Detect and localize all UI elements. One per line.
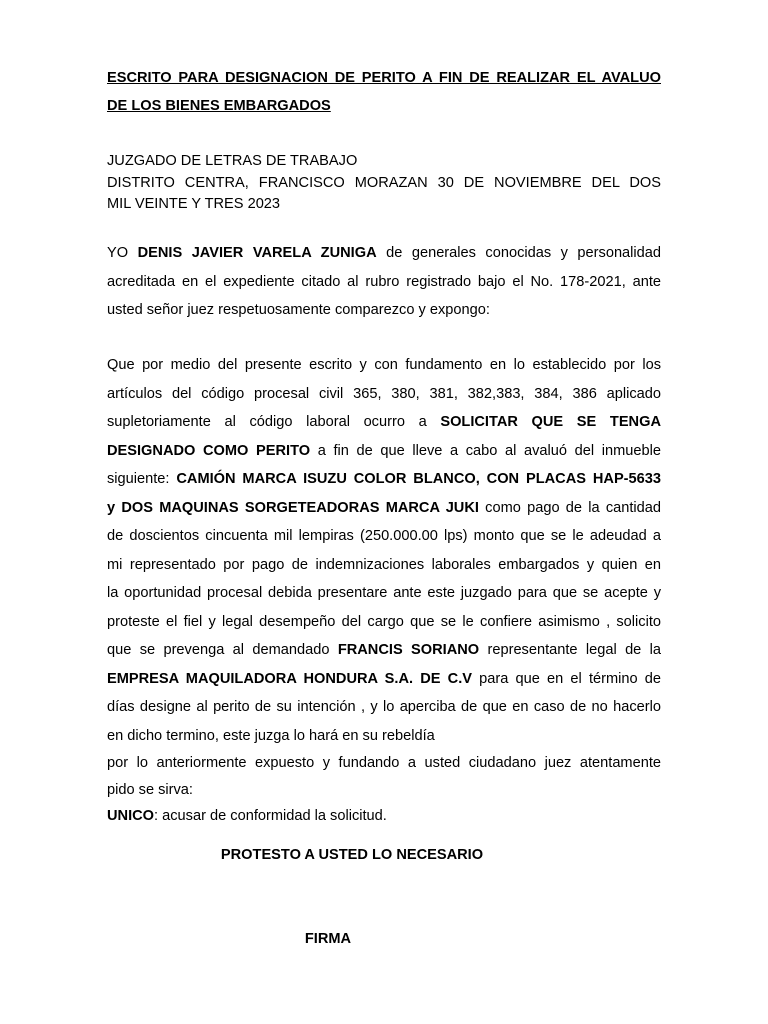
protesto-line: PROTESTO A USTED LO NECESARIO <box>220 847 484 863</box>
location-date-line-1: DISTRITO CENTRA, FRANCISCO MORAZAN 30 DE NOVIEMBRE DEL DOS <box>107 174 661 191</box>
body-line-10: proteste el fiel y legal desempeño del cargo que se le confiere asimismo , solicito <box>107 613 661 630</box>
document-title-line-1: ESCRITO PARA DESIGNACION DE PERITO A FIN DE REALIZAR EL AVALUO <box>107 70 661 86</box>
unico-line <box>107 802 661 831</box>
machines-description: y DOS MAQUINAS SORGETEADORAS MARCA JUKI <box>107 499 479 516</box>
court-name: JUZGADO DE LETRAS DE TRABAJO <box>107 153 358 169</box>
petitioner-name: DENIS JAVIER VARELA ZUNIGA <box>137 245 377 261</box>
location-date-line-2: MIL VEINTE Y TRES 2023 <box>107 196 281 212</box>
body-line-12-text: para que en el término de <box>471 670 661 687</box>
body-line-6-text: como pago de la cantidad <box>478 499 661 516</box>
document-title-line-2: DE LOS BIENES EMBARGADOS <box>107 98 331 114</box>
document-page <box>107 0 661 1024</box>
body-line-2: artículos del código procesal civil 365, 380, 381, 382,383, 384, 386 aplicado <box>107 385 661 402</box>
firma-line: FIRMA <box>304 931 352 947</box>
intro-line-1 <box>107 239 661 268</box>
request-emphasis-2: DESIGNADO COMO PERITO <box>107 442 311 459</box>
body-line-7: de doscientos cincuenta mil lempiras (250.000.00 lps) monto que se le adeudad a <box>107 528 661 544</box>
body-line-13: días designe al perito de su intención , y lo aperciba de que en caso de no hacerlo <box>107 699 661 715</box>
body-line-1: Que por medio del presente escrito y con fundamento en lo establecido por los <box>107 357 661 373</box>
body-line-8: mi representado por pago de indemnizaciones laborales embargados y quien en <box>107 556 661 573</box>
body-line-14: en dicho termino, este juzga lo hará en su rebeldía <box>107 727 435 744</box>
body-line-5-text: siguiente: <box>107 471 177 487</box>
vehicle-description: CAMIÓN MARCA ISUZU COLOR BLANCO, CON PLACAS HAP-5633 <box>176 471 661 487</box>
intro-line-1-rest: de generales conocidas y personalidad <box>376 245 662 261</box>
body-paragraph <box>107 351 661 804</box>
body-line-11 <box>107 636 661 665</box>
body-line-16: pido se sirva: <box>107 782 193 798</box>
intro-paragraph <box>107 239 661 325</box>
court-header <box>107 151 661 216</box>
body-line-4 <box>107 437 661 466</box>
company-name: EMPRESA MAQUILADORA HONDURA S.A. DE C.V <box>107 670 472 687</box>
body-line-15: por lo anteriormente expuesto y fundando a usted ciudadano juez atentamente <box>107 755 661 771</box>
body-line-4-text: a fin de que lleve a cabo al avaluó del inmueble <box>310 442 661 459</box>
body-line-6 <box>107 494 661 523</box>
unico-paragraph <box>107 802 661 831</box>
unico-text: : acusar de conformidad la solicitud. <box>154 808 387 824</box>
body-line-3 <box>107 408 661 437</box>
body-line-11-rest: representante legal de la <box>479 642 662 658</box>
body-line-11-text: que se prevenga al demandado <box>107 642 338 658</box>
body-line-12 <box>107 665 661 694</box>
intro-yo: YO <box>107 245 138 261</box>
body-line-9: la oportunidad procesal debida presentare ante este juzgado para que se acepte y <box>107 585 661 601</box>
request-emphasis-1: SOLICITAR QUE SE TENGA <box>440 414 661 430</box>
body-line-3-text: supletoriamente al código laboral ocurro a <box>107 414 441 430</box>
intro-line-3: usted señor juez respetuosamente comparezco y expongo: <box>107 302 490 318</box>
unico-label: UNICO <box>107 808 155 824</box>
intro-line-2: acreditada en el expediente citado al rubro registrado bajo el No. 178-2021, ante <box>107 273 661 290</box>
body-line-5 <box>107 465 661 494</box>
defendant-name: FRANCIS SORIANO <box>337 642 480 658</box>
